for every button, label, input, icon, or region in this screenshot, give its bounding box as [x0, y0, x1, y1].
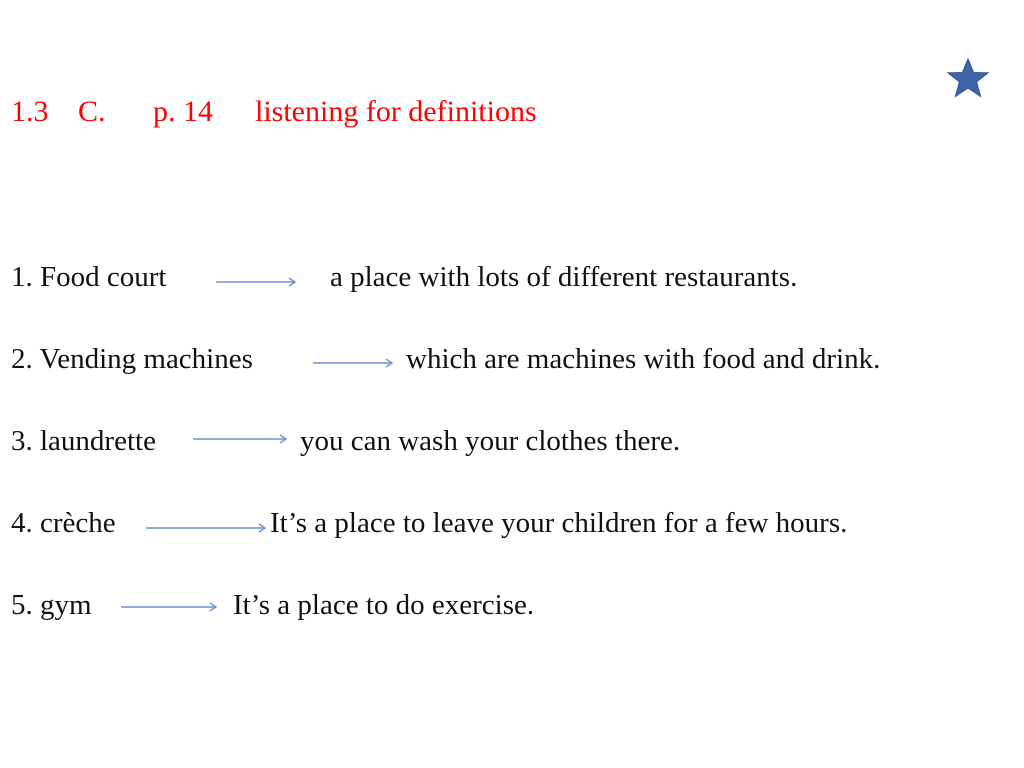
term-text: 4. crèche [11, 507, 116, 539]
term-text: 3. laundrette [11, 425, 156, 457]
arrow-right-icon [120, 601, 218, 613]
section-part: C. [78, 95, 106, 128]
page-reference: p. 14 [153, 95, 213, 128]
star-icon [946, 58, 990, 98]
section-number: 1.3 [11, 95, 49, 128]
definition-text: a place with lots of different restaurants. [330, 261, 798, 293]
arrow-right-icon [215, 276, 297, 288]
definition-text: you can wash your clothes there. [300, 425, 681, 457]
arrow-right-icon [192, 433, 288, 445]
arrow-right-icon [312, 357, 394, 369]
term-text: 1. Food court [11, 261, 167, 293]
topic-title: listening for definitions [255, 95, 537, 128]
term-text: 5. gym [11, 589, 92, 621]
arrow-right-icon [145, 522, 267, 534]
definition-text: It’s a place to leave your children for a few hours. [270, 507, 848, 539]
term-text: 2. Vending machines [11, 343, 253, 375]
definition-text: which are machines with food and drink. [406, 343, 881, 375]
definition-text: It’s a place to do exercise. [233, 589, 535, 621]
